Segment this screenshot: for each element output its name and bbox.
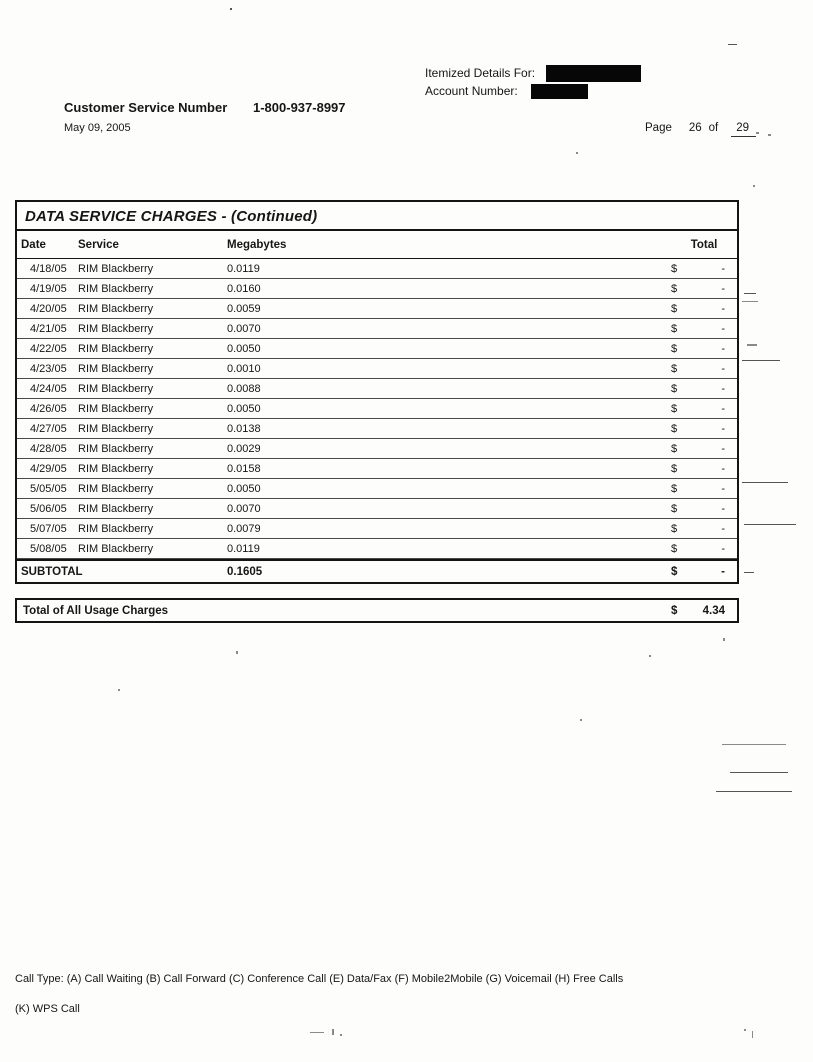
cell-currency: $	[671, 566, 678, 578]
cell-total: -	[721, 283, 725, 295]
cell-date: 5/07/05	[30, 523, 67, 535]
cell-currency: $	[671, 503, 678, 515]
table-row	[17, 379, 737, 399]
scan-artifact	[716, 791, 792, 792]
cell-currency: $	[671, 543, 678, 555]
scan-artifact	[752, 1031, 753, 1038]
cell-date: 5/05/05	[30, 483, 67, 495]
cell-date: 4/27/05	[30, 423, 67, 435]
table-row	[17, 439, 737, 459]
cell-megabytes: 0.0119	[227, 543, 260, 555]
subtotal-total: -	[721, 566, 725, 578]
cell-service: RIM Blackberry	[78, 363, 154, 375]
cell-currency: $	[671, 463, 678, 475]
page-total: 29	[731, 122, 756, 137]
column-header-total: Total	[690, 239, 718, 251]
cell-total: -	[721, 403, 725, 415]
cell-currency: $	[671, 263, 678, 275]
cell-megabytes: 0.0050	[227, 403, 261, 415]
cell-total: -	[721, 423, 725, 435]
itemized-details-label: Itemized Details For:	[425, 66, 536, 80]
cell-date: 4/29/05	[30, 463, 67, 475]
cell-service: RIM Blackberry	[78, 323, 154, 335]
page-of-label: of	[708, 122, 719, 134]
cell-megabytes: 0.0050	[227, 483, 261, 495]
scan-artifact	[756, 132, 759, 134]
cell-date: 4/23/05	[30, 363, 67, 375]
total-currency: $	[671, 604, 678, 617]
scan-artifact	[744, 524, 796, 525]
scan-artifact	[118, 689, 120, 691]
cell-date: 4/24/05	[30, 383, 67, 395]
scan-artifact	[340, 1034, 342, 1036]
total-usage-charges-box	[15, 598, 739, 623]
table-header-row	[17, 231, 737, 259]
scan-artifact	[310, 1032, 324, 1033]
page-indicator	[645, 122, 756, 137]
cell-megabytes: 0.0029	[227, 443, 261, 455]
scan-artifact	[742, 360, 780, 361]
data-service-charges-table	[15, 200, 739, 584]
table-row	[17, 419, 737, 439]
cell-service: RIM Blackberry	[78, 403, 154, 415]
cell-megabytes: 0.0070	[227, 503, 261, 515]
cell-total: -	[721, 463, 725, 475]
cell-total: -	[721, 443, 725, 455]
cell-megabytes: 0.0079	[227, 523, 261, 535]
cell-currency: $	[671, 283, 678, 295]
table-row	[17, 359, 737, 379]
table-row	[17, 319, 737, 339]
scan-artifact	[332, 1029, 334, 1035]
cell-service: RIM Blackberry	[78, 343, 154, 355]
cell-currency: $	[671, 363, 678, 375]
scan-artifact	[230, 8, 232, 10]
call-type-legend: Call Type: (A) Call Waiting (B) Call Forward (C) Conference Call (E) Data/Fax (F) Mobile2Mobile (G) Voicemail (H) Free Calls	[15, 973, 624, 985]
scan-artifact	[576, 152, 578, 154]
cell-date: 5/08/05	[30, 543, 67, 555]
cell-date: 4/28/05	[30, 443, 67, 455]
cell-service: RIM Blackberry	[78, 483, 154, 495]
cell-currency: $	[671, 423, 678, 435]
column-header-service: Service	[78, 239, 119, 251]
cell-total: -	[721, 303, 725, 315]
subtotal-megabytes: 0.1605	[227, 566, 263, 578]
scan-artifact	[580, 719, 582, 721]
cell-currency: $	[671, 303, 678, 315]
cell-total: -	[721, 263, 725, 275]
table-row	[17, 539, 737, 559]
cell-megabytes: 0.0050	[227, 343, 261, 355]
cell-currency: $	[671, 403, 678, 415]
cell-service: RIM Blackberry	[78, 423, 154, 435]
cell-currency: $	[671, 443, 678, 455]
cell-currency: $	[671, 383, 678, 395]
scan-artifact	[742, 482, 788, 483]
subtotal-label: SUBTOTAL	[21, 566, 83, 578]
cell-megabytes: 0.0070	[227, 323, 261, 335]
cell-service: RIM Blackberry	[78, 303, 154, 315]
table-row	[17, 519, 737, 539]
table-row	[17, 259, 737, 279]
scan-artifact	[730, 772, 788, 773]
cell-date: 4/20/05	[30, 303, 67, 315]
cell-date: 4/18/05	[30, 263, 67, 275]
cell-total: -	[721, 323, 725, 335]
scan-artifact	[649, 655, 651, 657]
cell-total: -	[721, 483, 725, 495]
scan-artifact	[744, 572, 754, 573]
scan-artifact	[722, 744, 786, 745]
cell-date: 5/06/05	[30, 503, 67, 515]
cell-service: RIM Blackberry	[78, 503, 154, 515]
scan-artifact	[723, 638, 725, 641]
table-row	[17, 459, 737, 479]
cell-currency: $	[671, 323, 678, 335]
redaction-bar-name	[546, 65, 641, 82]
cell-megabytes: 0.0138	[227, 423, 261, 435]
cell-service: RIM Blackberry	[78, 263, 154, 275]
cell-megabytes: 0.0059	[227, 303, 261, 315]
wps-call-legend: (K) WPS Call	[15, 1003, 80, 1015]
scan-artifact	[768, 134, 771, 136]
scan-artifact	[742, 301, 758, 302]
table-row	[17, 339, 737, 359]
table-row	[17, 299, 737, 319]
cell-currency: $	[671, 483, 678, 495]
column-header-date: Date	[21, 239, 46, 251]
cell-megabytes: 0.0010	[227, 363, 261, 375]
cell-total: -	[721, 363, 725, 375]
total-usage-label: Total of All Usage Charges	[23, 604, 169, 617]
scan-artifact	[236, 651, 238, 654]
table-title: DATA SERVICE CHARGES - (Continued)	[17, 202, 737, 231]
cell-service: RIM Blackberry	[78, 523, 154, 535]
cell-total: -	[721, 343, 725, 355]
redaction-bar-account	[531, 84, 588, 99]
scan-artifact	[728, 44, 737, 45]
column-header-megabytes: Megabytes	[227, 239, 287, 251]
cell-service: RIM Blackberry	[78, 283, 154, 295]
scan-artifact	[744, 293, 756, 294]
subtotal-row	[17, 559, 737, 582]
cell-megabytes: 0.0158	[227, 463, 261, 475]
cell-total: -	[721, 503, 725, 515]
scan-artifact	[744, 1029, 746, 1031]
cell-date: 4/19/05	[30, 283, 67, 295]
cell-service: RIM Blackberry	[78, 543, 154, 555]
total-amount: 4.34	[702, 604, 725, 617]
table-row	[17, 279, 737, 299]
cell-total: -	[721, 523, 725, 535]
cell-currency: $	[671, 343, 678, 355]
table-row	[17, 479, 737, 499]
cell-total: -	[721, 383, 725, 395]
cell-currency: $	[671, 523, 678, 535]
scan-artifact	[747, 344, 757, 346]
statement-date: May 09, 2005	[64, 122, 131, 134]
cell-date: 4/26/05	[30, 403, 67, 415]
cell-megabytes: 0.0160	[227, 283, 261, 295]
cell-service: RIM Blackberry	[78, 443, 154, 455]
scan-artifact	[753, 185, 755, 187]
cell-date: 4/21/05	[30, 323, 67, 335]
cell-service: RIM Blackberry	[78, 383, 154, 395]
cell-date: 4/22/05	[30, 343, 67, 355]
page-label: Page	[645, 122, 672, 134]
cell-total: -	[721, 543, 725, 555]
table-row	[17, 499, 737, 519]
account-number-label: Account Number:	[425, 84, 518, 98]
cell-megabytes: 0.0088	[227, 383, 261, 395]
cell-service: RIM Blackberry	[78, 463, 154, 475]
customer-service-label: Customer Service Number	[64, 100, 228, 115]
cell-megabytes: 0.0119	[227, 263, 260, 275]
page-current: 26	[688, 122, 702, 134]
customer-service-number: 1-800-937-8997	[253, 100, 346, 115]
table-row	[17, 399, 737, 419]
